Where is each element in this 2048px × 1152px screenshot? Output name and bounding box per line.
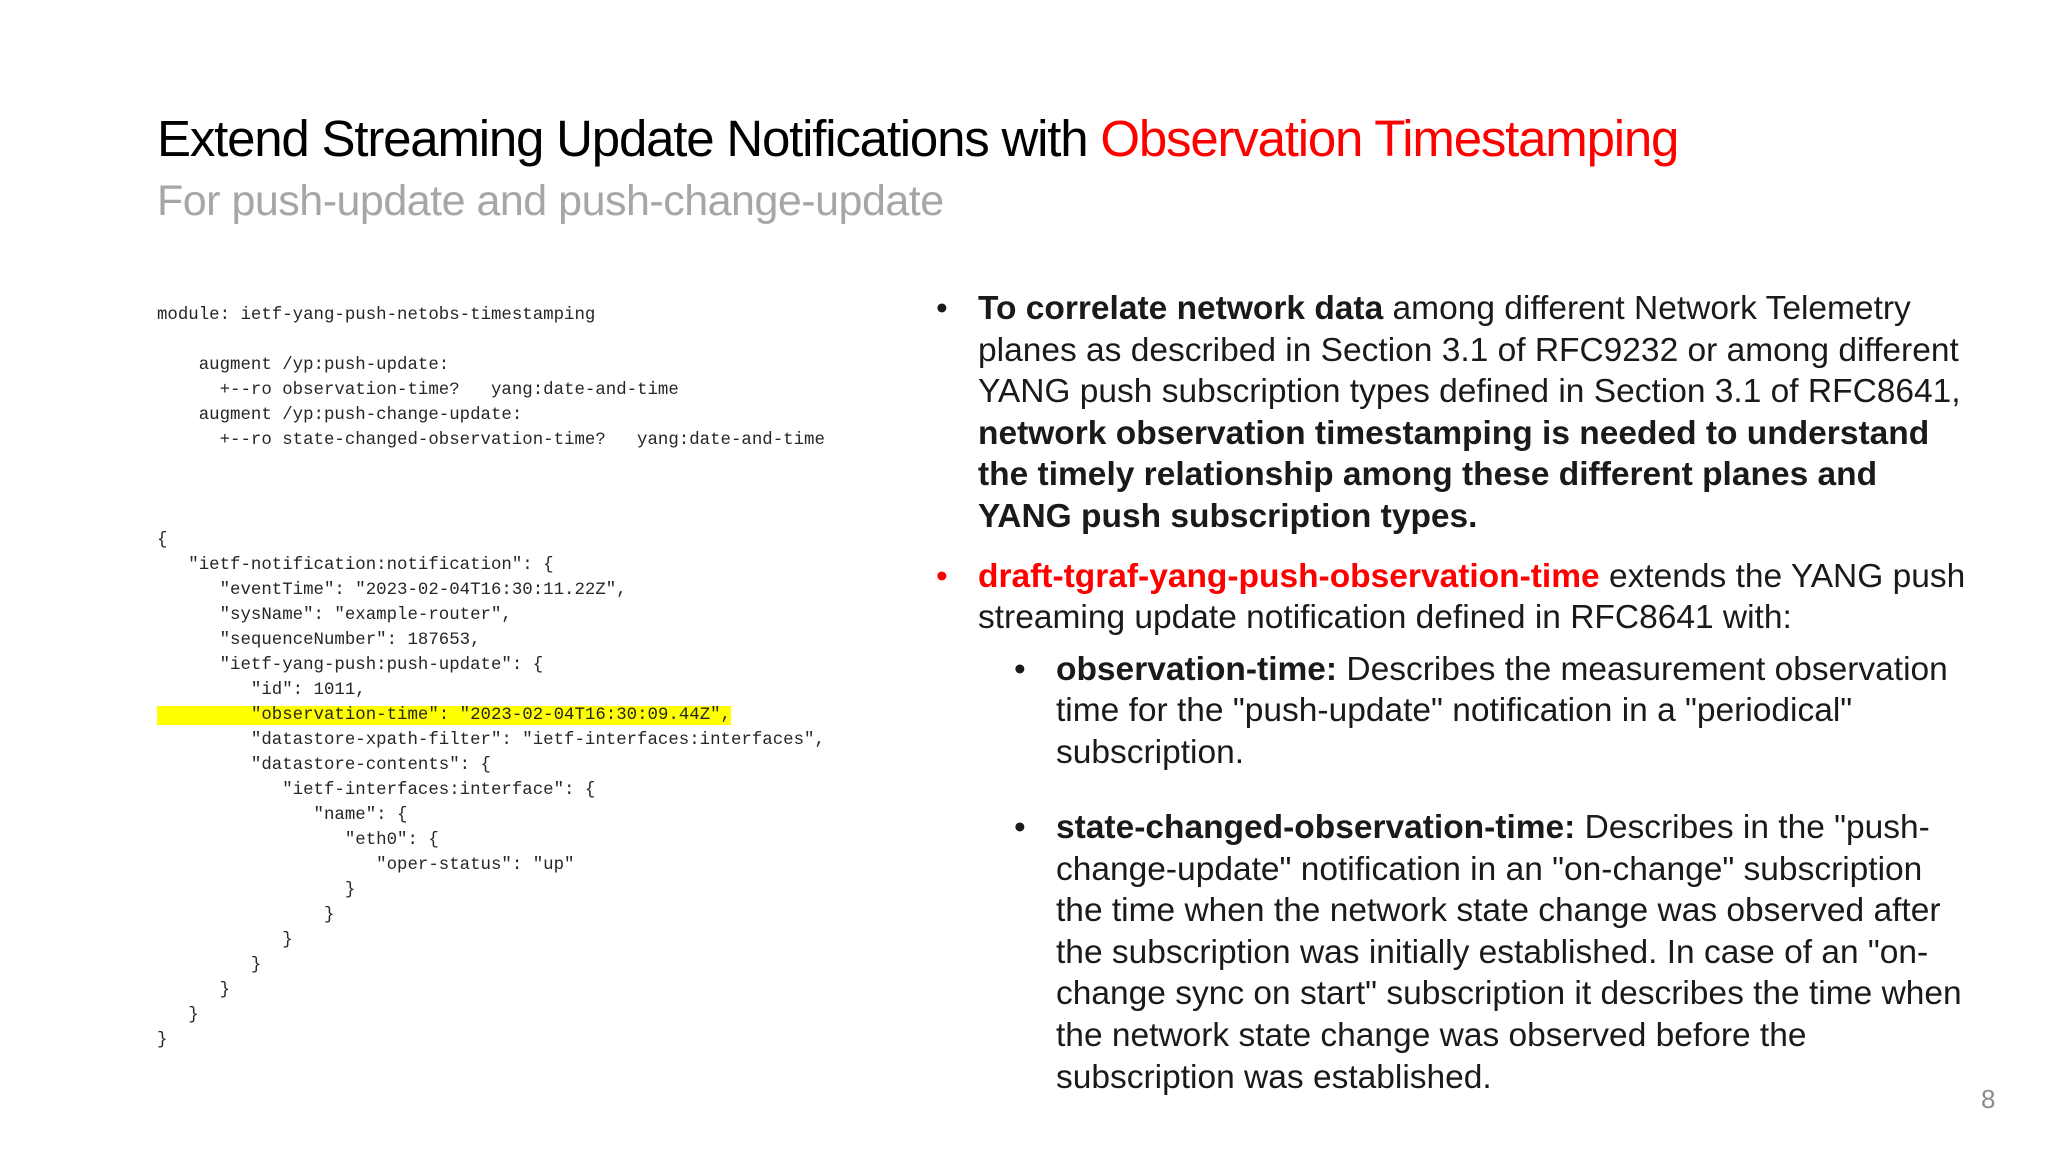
- code-line: "sequenceNumber": 187653,: [157, 631, 481, 650]
- code-line: "datastore-xpath-filter": "ietf-interfaces:interfaces",: [157, 731, 825, 750]
- code-line: }: [157, 1006, 199, 1025]
- title-main: Extend Streaming Update Notifications with: [157, 110, 1101, 167]
- highlighted-observation-time: "observation-time": "2023-02-04T16:30:09.44Z",: [250, 706, 731, 725]
- bullet-correlate: [936, 288, 1976, 538]
- subbullet-dot: •: [1014, 650, 1026, 688]
- code-line: "ietf-notification:notification": {: [157, 556, 554, 575]
- code-line: "eth0": {: [157, 831, 439, 850]
- subbullet1-text: Describes the measurement observation time for the "push-update" notification in a "periodical" subscription.: [1056, 650, 1948, 771]
- code-line: "datastore-contents": {: [157, 756, 491, 775]
- code-line: augment /yp:push-change-update:: [157, 406, 523, 425]
- bullet-dot: •: [936, 290, 948, 327]
- bullet-draft: [936, 556, 1976, 639]
- code-line: {: [157, 531, 168, 550]
- code-line: "sysName": "example-router",: [157, 606, 512, 625]
- code-line: [157, 453, 825, 478]
- code-line: [157, 328, 825, 353]
- subbullet1-term: observation-time:: [1056, 650, 1338, 688]
- page-number: 8: [1981, 1084, 1996, 1114]
- code-line-indent: [157, 706, 251, 725]
- code-block: [157, 303, 825, 1053]
- code-line: "eventTime": "2023-02-04T16:30:11.22Z",: [157, 581, 627, 600]
- bullet1-text: among different Network Telemetry planes as described in Section 3.1 of RFC9232 or among different YANG push subscription types defined in Section 3.1 of RFC8641,: [978, 290, 1961, 411]
- bullet2-text: extends the YANG push streaming update notification defined in RFC8641 with:: [978, 557, 1966, 637]
- code-line: }: [157, 881, 356, 900]
- code-line: "ietf-interfaces:interface": {: [157, 781, 596, 800]
- code-line: [157, 503, 825, 528]
- code-line: "id": 1011,: [157, 681, 366, 700]
- slide-subtitle: For push-update and push-change-update: [157, 177, 944, 225]
- subbullet-state-changed: [936, 807, 1976, 1098]
- code-line: }: [157, 931, 293, 950]
- code-line: augment /yp:push-update:: [157, 356, 450, 375]
- code-line: }: [157, 956, 262, 975]
- code-line: +--ro observation-time? yang:date-and-time: [157, 381, 679, 400]
- code-line: }: [157, 1031, 168, 1050]
- bullet-dot-red: •: [936, 557, 948, 595]
- subbullet-observation-time: [936, 649, 1976, 774]
- code-line: "ietf-yang-push:push-update": {: [157, 656, 544, 675]
- code-line: [157, 478, 825, 503]
- bullet-list: [936, 288, 1976, 1132]
- code-line: }: [157, 906, 335, 925]
- code-line: +--ro state-changed-observation-time? yang:date-and-time: [157, 431, 825, 450]
- code-line: module: ietf-yang-push-netobs-timestamping: [157, 306, 596, 325]
- draft-name: draft-tgraf-yang-push-observation-time: [978, 557, 1600, 595]
- bullet1-bold-tail: network observation timestamping is needed to understand the timely relationship among these different planes and YANG push subscription types.: [978, 414, 1930, 535]
- code-line: "name": {: [157, 806, 408, 825]
- code-line: }: [157, 981, 231, 1000]
- bullet1-bold-lead: To correlate network data: [978, 290, 1384, 327]
- title-accent: Observation Timestamping: [1100, 110, 1679, 167]
- subbullet2-text: Describes in the "push-change-update" notification in an "on-change" subscription the time when the network state change was observed after the subscription was initially established. In case of an "on-change sync on start" subscription it describes the time when the network state change was observed before the subscription was established.: [1056, 809, 1962, 1096]
- code-line: "oper-status": "up": [157, 856, 575, 875]
- slide-title: [157, 108, 1678, 169]
- subbullet-dot: •: [1014, 809, 1026, 847]
- code-line: [157, 703, 825, 728]
- subbullet2-term: state-changed-observation-time:: [1056, 809, 1576, 847]
